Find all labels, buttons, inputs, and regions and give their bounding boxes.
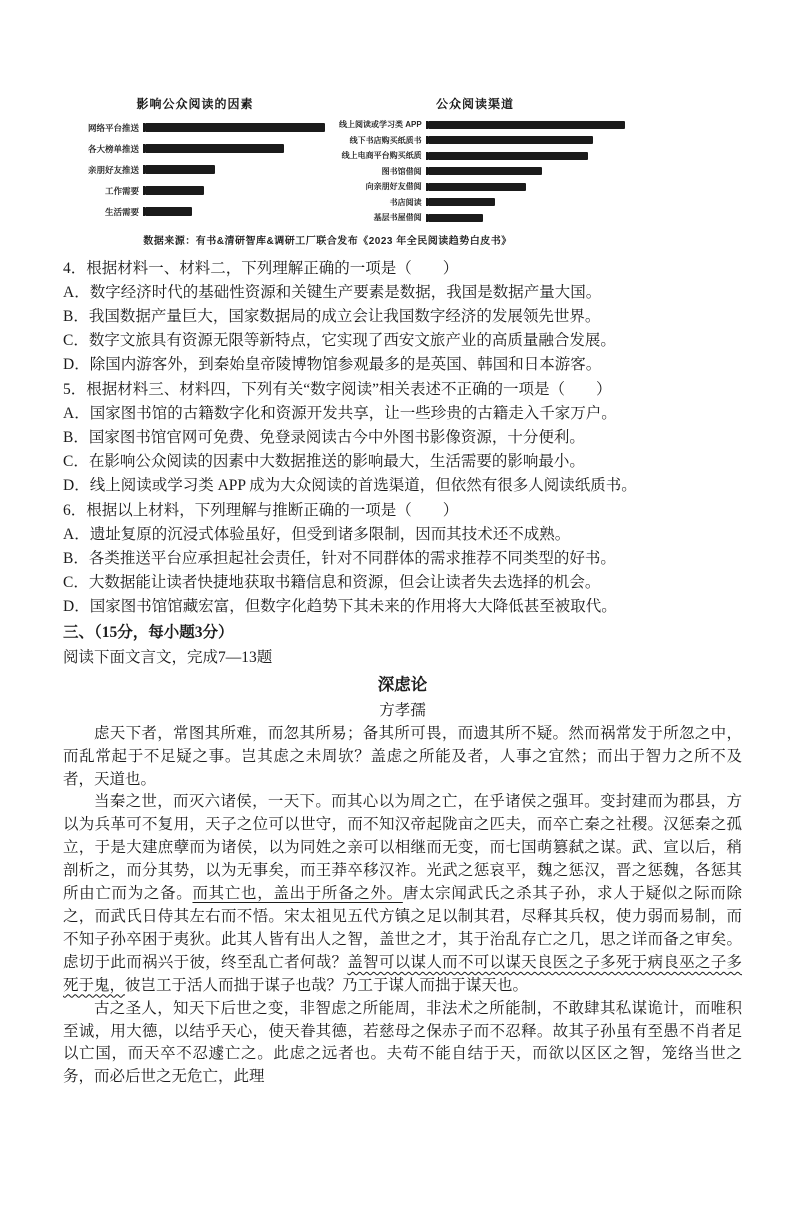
chart-bar-area [426, 183, 625, 191]
question-4-option-b: B．我国数据产量巨大，国家数据局的成立会让我国数字经济的发展领先世界。 [63, 307, 601, 325]
chart-bar-row [325, 117, 625, 133]
chart-bar-area [426, 121, 625, 129]
chart-bar [145, 144, 284, 153]
chart-bar-row [65, 159, 325, 180]
passage-author: 方孝孺 [379, 701, 426, 719]
chart-bar-label: 各大榜单推送 [87, 143, 139, 154]
chart-bar-area [143, 186, 325, 195]
chart-bar-row [65, 138, 325, 159]
chart-bar-area [143, 165, 325, 174]
chart-bar-label: 网络平台推送 [87, 122, 139, 133]
chart-bar-area [426, 214, 625, 222]
chart-title: 公众阅读渠道 [435, 97, 514, 111]
chart-bar [145, 186, 204, 195]
chart-bar-area [143, 144, 325, 153]
chart-bar-label: 基层书屋借阅 [373, 213, 422, 223]
chart-bar [428, 198, 495, 206]
chart-bar [145, 165, 215, 174]
chart-bar-row [325, 179, 625, 195]
chart-bar-row [65, 180, 325, 201]
question-5-stem: 5．根据材料三、材料四，下列有关“数字阅读”相关表述不正确的一项是（ ） [63, 380, 612, 398]
chart-bar-row [325, 148, 625, 164]
passage-p2-underlined-sentence: 而其亡也，盖出于所备之外。 [192, 885, 403, 903]
chart-bar-area [426, 152, 625, 160]
chart-bar-row [325, 195, 625, 211]
chart-bar-label: 线下书店购买纸质书 [349, 135, 422, 145]
chart-bar-area [426, 136, 625, 144]
section-three-instruction: 阅读下面文言文，完成7—13题 [63, 648, 273, 666]
exam-page [0, 95, 794, 1089]
chart-bar-row [325, 133, 625, 149]
question-5-option-c: C．在影响公众阅读的因素中大数据推送的影响最大，生活需要的影响最小。 [63, 453, 585, 471]
chart-bar-row [65, 201, 325, 222]
chart-bar-label: 图书馆借阅 [381, 166, 422, 176]
chart-bar-label: 生活需要 [104, 206, 139, 217]
question-4-stem: 4．根据材料一、材料二，下列理解正确的一项是（ ） [63, 259, 459, 277]
question-4-option-d: D．除国内游客外，到秦始皇帝陵博物馆参观最多的是英国、韩国和日本游客。 [63, 356, 602, 374]
chart-source-caption: 数据来源：有书&清研智库&调研工厂联合发布《2023 年全民阅读趋势白皮书》 [143, 235, 512, 247]
question-4-option-a: A．数字经济时代的基础性资源和关键生产要素是数据，我国是数据产量大国。 [63, 283, 602, 301]
chart-bar-area [426, 198, 625, 206]
passage-paragraph-3: 古之圣人，知天下后世之变，非智虑之所能周，非法术之所能制，不敢肆其私谋诡计，而唯积至诚，用大德，以结乎天心，使天眷其德，若慈母之保赤子而不忍释。故其子孙虽有至愚不肖者足以亡国，而天卒不忍遽亡之。此虑之远者也。夫苟不能自结于天，而欲以区区之智，笼络当世之务，而必后世之无危亡，此理 [63, 999, 742, 1086]
chart-bar [145, 207, 192, 216]
passage-p2-text: 彼岂工于活人而拙于谋子也哉？乃工于谋人而拙于谋天也。 [125, 976, 529, 994]
chart-reading-channels [325, 95, 625, 226]
chart-bar-row [325, 164, 625, 180]
chart-bar-label: 亲朋好友推送 [87, 164, 139, 175]
question-5 [63, 378, 742, 499]
chart-bar-label: 书店阅读 [389, 197, 422, 207]
chart-bar [428, 152, 588, 160]
chart-bar-label: 向亲朋好友借阅 [365, 182, 422, 192]
chart-bar-area [143, 207, 325, 216]
section-three-header: 三、（15分，每小题3分） [63, 623, 234, 641]
question-4 [63, 257, 742, 378]
chart-bar [428, 121, 625, 129]
passage-p2-wavy-underlined-sentence: 盖智可以谋人而不可以谋天良医之子多死于病良巫之子多死于鬼， [63, 953, 742, 994]
chart-bar-row [325, 210, 625, 226]
question-4-option-c: C．数字文旅具有资源无限等新特点，它实现了西安文旅产业的高质量融合发展。 [63, 332, 616, 350]
question-6-option-b: B．各类推送平台应承担起社会责任，针对不同群体的需求推荐不同类型的好书。 [63, 549, 616, 567]
chart-bar [428, 214, 483, 222]
chart-bar [428, 183, 527, 191]
chart-bar-label: 线上电商平台购买纸质 [341, 151, 422, 161]
passage-p2-text: 当秦之世，而灭六诸侯，一天下。而其心以为周之亡，在乎诸侯之强耳。变封建而为郡县，方以为兵革可不复用，天子之位可以世守，而不知汉帝起陇亩之匹夫，而卒亡秦之社稷。汉惩秦之孤立，于是大建庶孽而为诸侯，以为同姓之亲可以相继而无变，而七国萌篡弑之谋。武、宣以后，稍剖析之，而分其势，以为无事矣，而王莽卒移汉祚。光武之惩哀平，魏之惩汉，晋之惩魏，各惩其所由亡而为之备。 [63, 793, 742, 903]
chart-reading-factors [65, 95, 325, 222]
question-6-option-c: C．大数据能让读者快捷地获取书籍信息和资源，但会让读者失去选择的机会。 [63, 574, 601, 592]
chart-bar [428, 167, 542, 175]
chart-bar-label: 线上阅读或学习类 APP [339, 120, 422, 130]
question-5-option-a: A．国家图书馆的古籍数字化和资源开发共享，让一些珍贵的古籍走入千家万户。 [63, 404, 617, 422]
chart-bar-area [143, 123, 325, 132]
passage-paragraph-1: 虑天下者，常图其所难，而忽其所易；备其所可畏，而遗其所不疑。然而祸常发于所忽之中，而乱常起于不足疑之事。岂其虑之未周欤？盖虑之所能及者，人事之宜然；而出于智力之所不及者，天道也。 [63, 724, 742, 788]
question-5-option-d: D．线上阅读或学习类 APP 成为大众阅读的首选渠道，但依然有很多人阅读纸质书。 [63, 477, 637, 495]
chart-bar-row [65, 117, 325, 138]
question-5-option-b: B．国家图书馆官网可免费、免登录阅读古今中外图书影像资源，十分便利。 [63, 428, 585, 446]
question-6 [63, 499, 742, 620]
passage-title: 深虑论 [377, 674, 428, 694]
chart-bar-area [426, 167, 625, 175]
question-6-option-d: D．国家图书馆馆藏宏富，但数字化趋势下其未来的作用将大大降低甚至被取代。 [63, 598, 617, 616]
chart-bar [428, 136, 594, 144]
charts-row [65, 95, 590, 226]
chart-bar [145, 123, 325, 132]
question-6-stem: 6．根据以上材料，下列理解与推断正确的一项是（ ） [63, 501, 459, 519]
passage-paragraph-2 [63, 791, 742, 997]
chart-bar-label: 工作需要 [104, 185, 139, 196]
materials-chart-figure [65, 95, 590, 247]
passage-p2-text: 唐太宗闻武氏之杀其子孙，求人于疑似之际而除之，而武氏日侍其左右而不悟。宋太祖见五代方镇之足以制其君，尽释其兵权，使力弱而易制，而不知子孙卒困于夷狄。此其人皆有出人之智，盖世之才，其于治乱存亡之几，思之详而备之审矣。虑切于此而祸兴于彼，终至乱亡者何哉？ [63, 885, 742, 971]
chart-title: 影响公众阅读的因素 [136, 97, 254, 111]
question-6-option-a: A．遗址复原的沉浸式体验虽好，但受到诸多限制，因而其技术还不成熟。 [63, 525, 571, 543]
